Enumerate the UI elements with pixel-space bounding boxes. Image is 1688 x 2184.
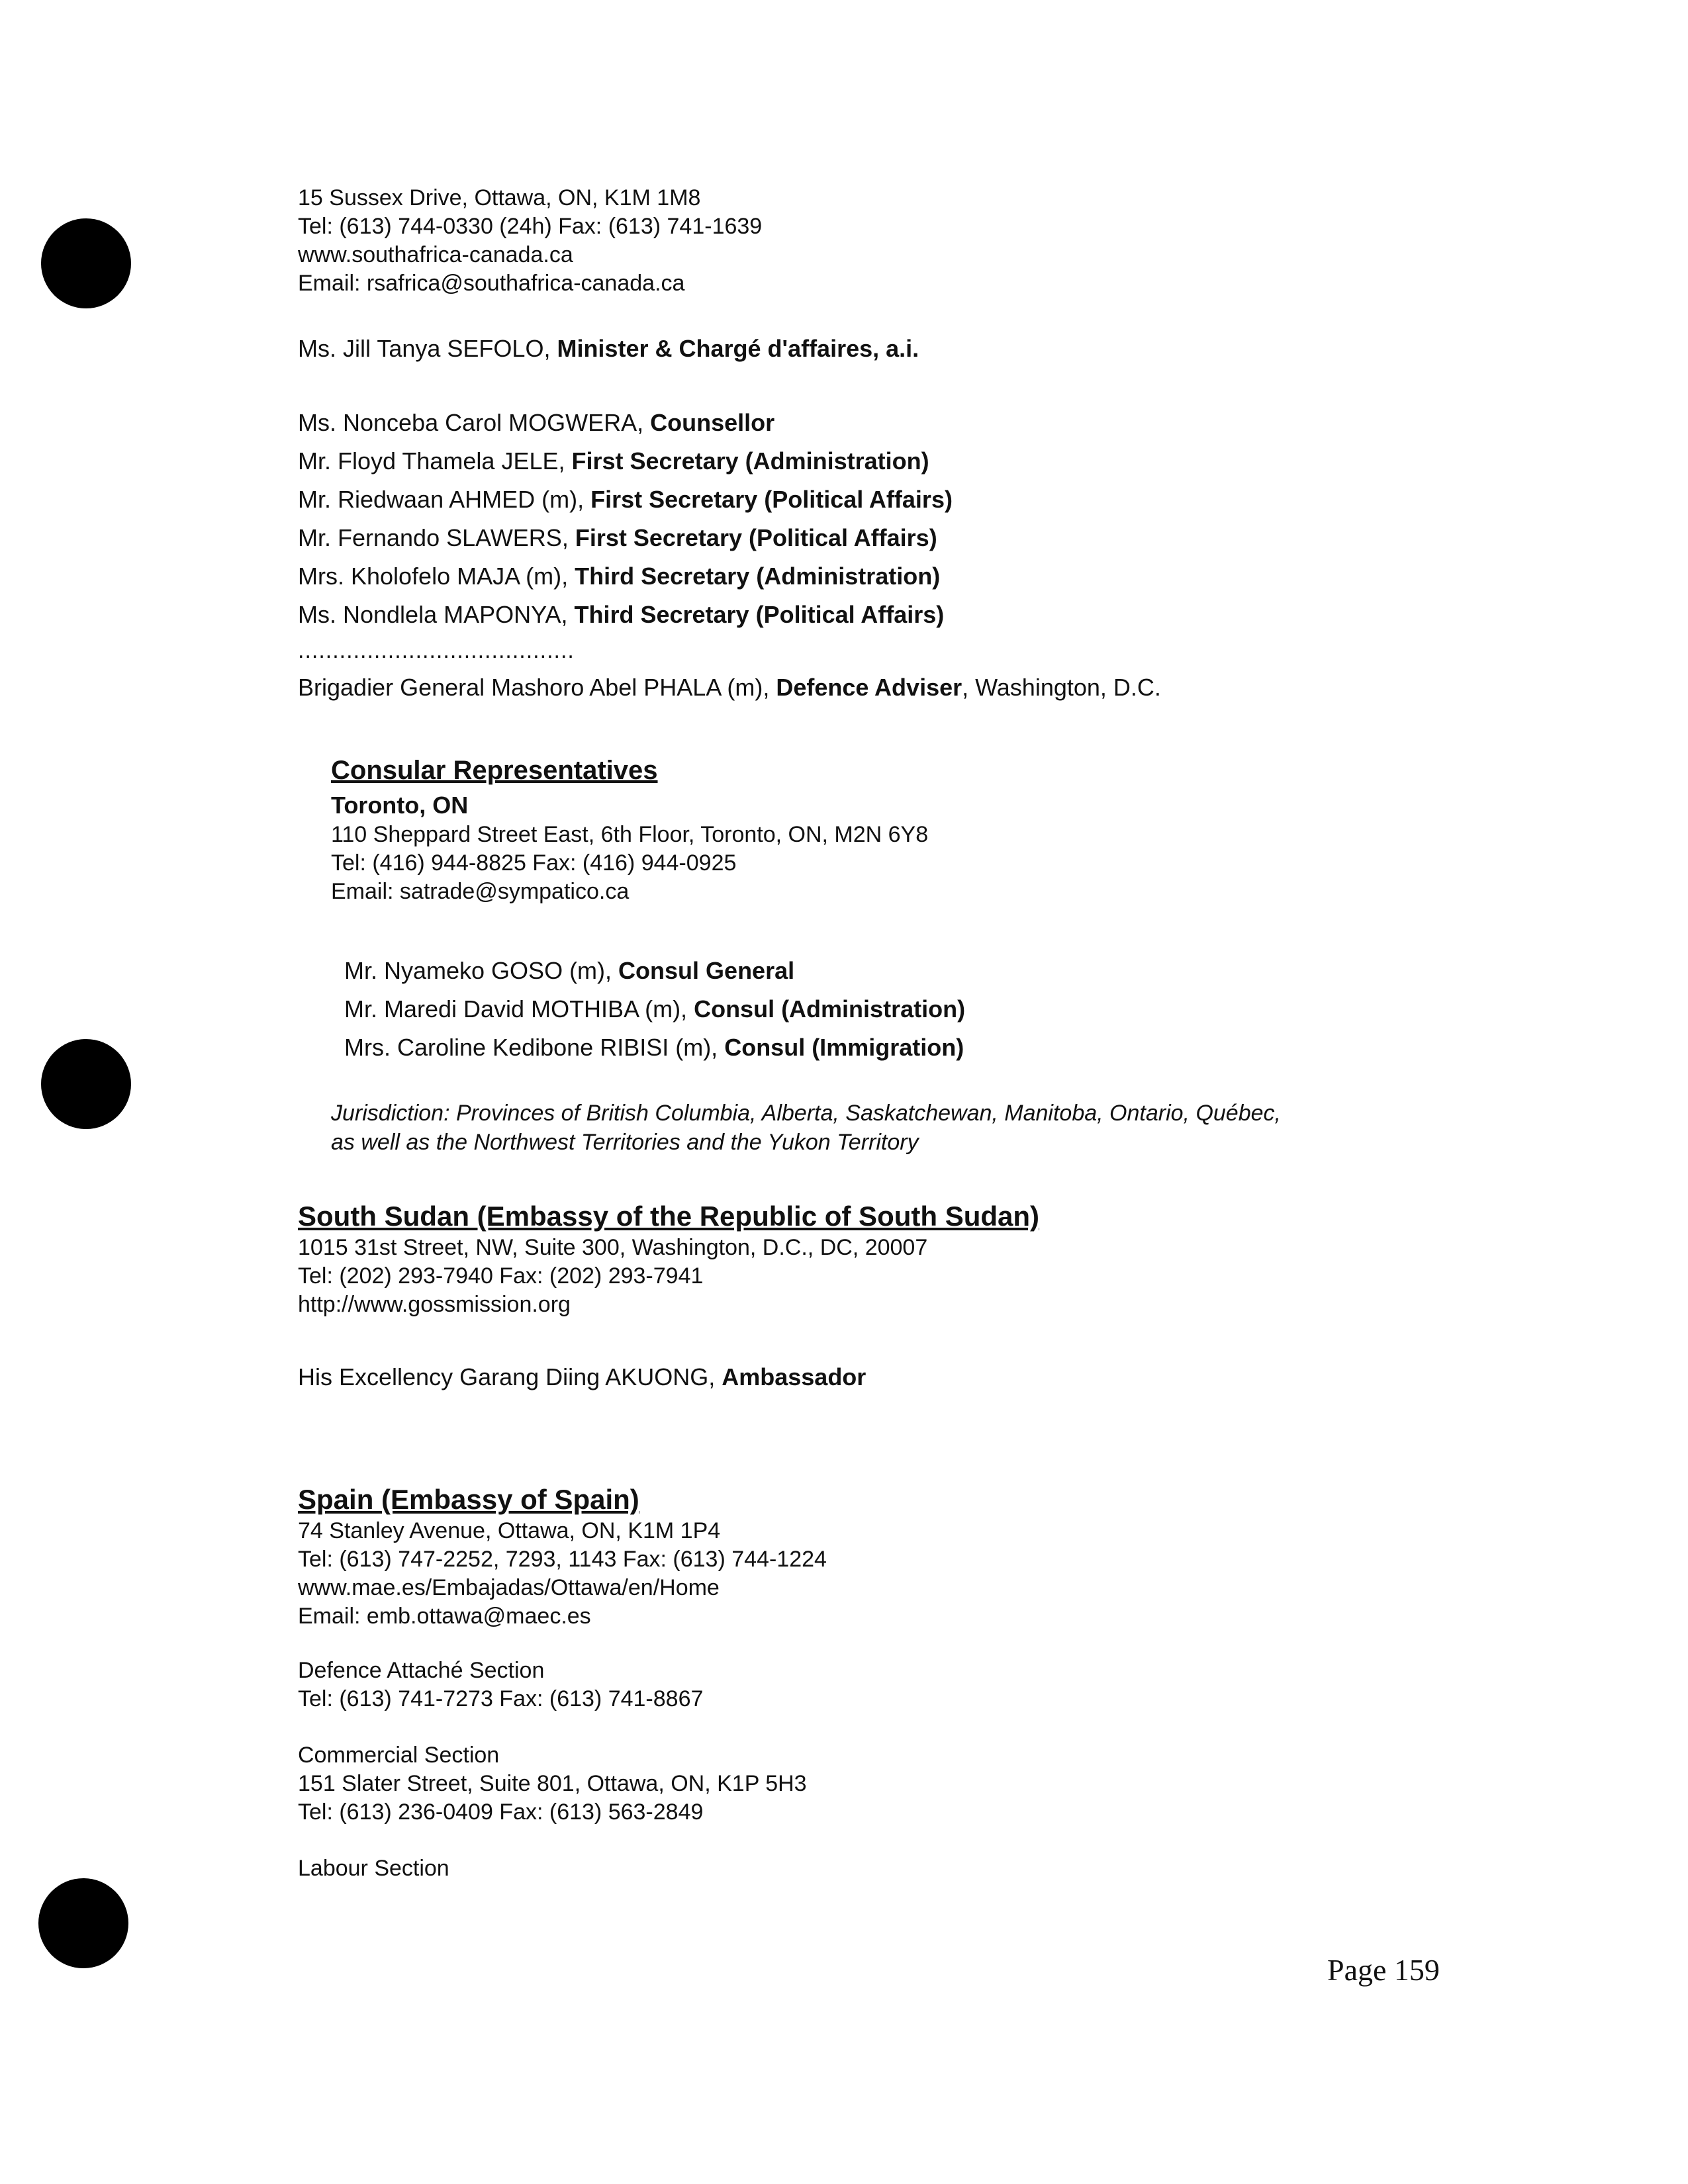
south-sudan-website: http://www.gossmission.org bbox=[298, 1292, 571, 1317]
punch-hole-top bbox=[41, 218, 131, 308]
spain-commercial-section bbox=[298, 1741, 807, 1827]
consular-staff-name: Mrs. Caroline Kedibone RIBISI (m), bbox=[344, 1034, 725, 1061]
staff-title: Third Secretary (Administration) bbox=[575, 563, 941, 590]
staff-name: Mr. Fernando SLAWERS, bbox=[298, 524, 575, 551]
embassy-staff-list bbox=[298, 404, 953, 634]
consular-staff-entry bbox=[344, 1028, 965, 1067]
page-number: Page 159 bbox=[1327, 1953, 1440, 1987]
consular-staff-entry bbox=[344, 990, 965, 1028]
staff-title: First Secretary (Administration) bbox=[571, 447, 929, 475]
head-name: Ms. Jill Tanya SEFOLO, bbox=[298, 335, 557, 362]
spain-address: 74 Stanley Avenue, Ottawa, ON, K1M 1P4 bbox=[298, 1518, 721, 1543]
ambassador-name: His Excellency Garang Diing AKUONG, bbox=[298, 1363, 722, 1390]
staff-entry bbox=[298, 557, 953, 596]
embassy-website: www.southafrica-canada.ca bbox=[298, 242, 573, 267]
jurisdiction-line: as well as the Northwest Territories and the Yukon Territory bbox=[331, 1130, 919, 1155]
defence-adviser bbox=[298, 668, 1161, 707]
staff-name: Mrs. Kholofelo MAJA (m), bbox=[298, 563, 575, 590]
consular-staff-name: Mr. Nyameko GOSO (m), bbox=[344, 957, 619, 984]
ambassador-title: Ambassador bbox=[722, 1363, 867, 1390]
consular-staff-title: Consul General bbox=[618, 957, 795, 984]
consular-section bbox=[331, 753, 928, 906]
staff-name: Ms. Nonceba Carol MOGWERA, bbox=[298, 409, 651, 436]
punch-hole-bottom bbox=[38, 1878, 128, 1968]
defence-section-label: Defence Attaché Section bbox=[298, 1658, 545, 1683]
staff-name: Ms. Nondlela MAPONYA, bbox=[298, 601, 575, 628]
spain-defence-section bbox=[298, 1657, 703, 1713]
staff-title: Counsellor bbox=[650, 409, 775, 436]
defence-section-tel-fax: Tel: (613) 741-7273 Fax: (613) 741-8867 bbox=[298, 1686, 704, 1711]
consular-heading: Consular Representatives bbox=[331, 756, 658, 785]
staff-entry bbox=[298, 519, 953, 557]
commercial-section-address: 151 Slater Street, Suite 801, Ottawa, ON, K1P 5H3 bbox=[298, 1771, 807, 1796]
jurisdiction-note bbox=[331, 1099, 1281, 1157]
south-sudan-tel-fax: Tel: (202) 293-7940 Fax: (202) 293-7941 bbox=[298, 1263, 704, 1289]
consular-staff-name: Mr. Maredi David MOTHIBA (m), bbox=[344, 995, 694, 1023]
commercial-section-label: Commercial Section bbox=[298, 1743, 500, 1768]
head-of-mission bbox=[298, 330, 919, 368]
south-sudan-heading: South Sudan (Embassy of the Republic of South Sudan) bbox=[298, 1201, 1040, 1232]
south-sudan-address: 1015 31st Street, NW, Suite 300, Washington, D.C., DC, 20007 bbox=[298, 1235, 928, 1260]
staff-name: Mr. Floyd Thamela JELE, bbox=[298, 447, 572, 475]
dotted-separator: ........................................ bbox=[298, 638, 575, 663]
jurisdiction-line: Jurisdiction: Provinces of British Columbia, Alberta, Saskatchewan, Manitoba, Ontario, Québec, bbox=[331, 1101, 1281, 1126]
consular-city: Toronto, ON bbox=[331, 792, 469, 819]
consular-staff-title: Consul (Administration) bbox=[694, 995, 966, 1023]
spain-heading: Spain (Embassy of Spain) bbox=[298, 1484, 639, 1515]
spain-section bbox=[298, 1482, 827, 1631]
embassy-address: 15 Sussex Drive, Ottawa, ON, K1M 1M8 bbox=[298, 185, 701, 210]
consular-email: Email: satrade@sympatico.ca bbox=[331, 879, 630, 904]
south-sudan-head bbox=[298, 1358, 866, 1396]
staff-title: Third Secretary (Political Affairs) bbox=[574, 601, 945, 628]
embassy-email: Email: rsafrica@southafrica-canada.ca bbox=[298, 271, 685, 296]
spain-tel-fax: Tel: (613) 747-2252, 7293, 1143 Fax: (613) 744-1224 bbox=[298, 1547, 827, 1572]
defence-name: Brigadier General Mashoro Abel PHALA (m), bbox=[298, 674, 776, 701]
consular-staff-list bbox=[344, 952, 965, 1067]
staff-entry bbox=[298, 480, 953, 519]
consular-tel-fax: Tel: (416) 944-8825 Fax: (416) 944-0925 bbox=[331, 850, 737, 876]
commercial-section-tel-fax: Tel: (613) 236-0409 Fax: (613) 563-2849 bbox=[298, 1799, 704, 1825]
staff-entry bbox=[298, 442, 953, 480]
consular-staff-title: Consul (Immigration) bbox=[724, 1034, 964, 1061]
staff-name: Mr. Riedwaan AHMED (m), bbox=[298, 486, 591, 513]
embassy-tel-fax: Tel: (613) 744-0330 (24h) Fax: (613) 741-1639 bbox=[298, 214, 763, 239]
head-title: Minister & Chargé d'affaires, a.i. bbox=[557, 335, 919, 362]
south-sudan-section bbox=[298, 1199, 1039, 1319]
staff-title: First Secretary (Political Affairs) bbox=[590, 486, 953, 513]
punch-hole-middle bbox=[41, 1039, 131, 1129]
defence-title: Defence Adviser bbox=[776, 674, 962, 701]
staff-entry bbox=[298, 596, 953, 634]
defence-location: , Washington, D.C. bbox=[962, 674, 1161, 701]
labour-section-label: Labour Section bbox=[298, 1856, 449, 1881]
consular-address: 110 Sheppard Street East, 6th Floor, Toronto, ON, M2N 6Y8 bbox=[331, 822, 929, 847]
consular-staff-entry bbox=[344, 952, 965, 990]
south-africa-contact bbox=[298, 184, 762, 298]
spain-website: www.mae.es/Embajadas/Ottawa/en/Home bbox=[298, 1575, 720, 1600]
spain-email: Email: emb.ottawa@maec.es bbox=[298, 1604, 591, 1629]
staff-title: First Secretary (Political Affairs) bbox=[575, 524, 937, 551]
staff-entry bbox=[298, 404, 953, 442]
